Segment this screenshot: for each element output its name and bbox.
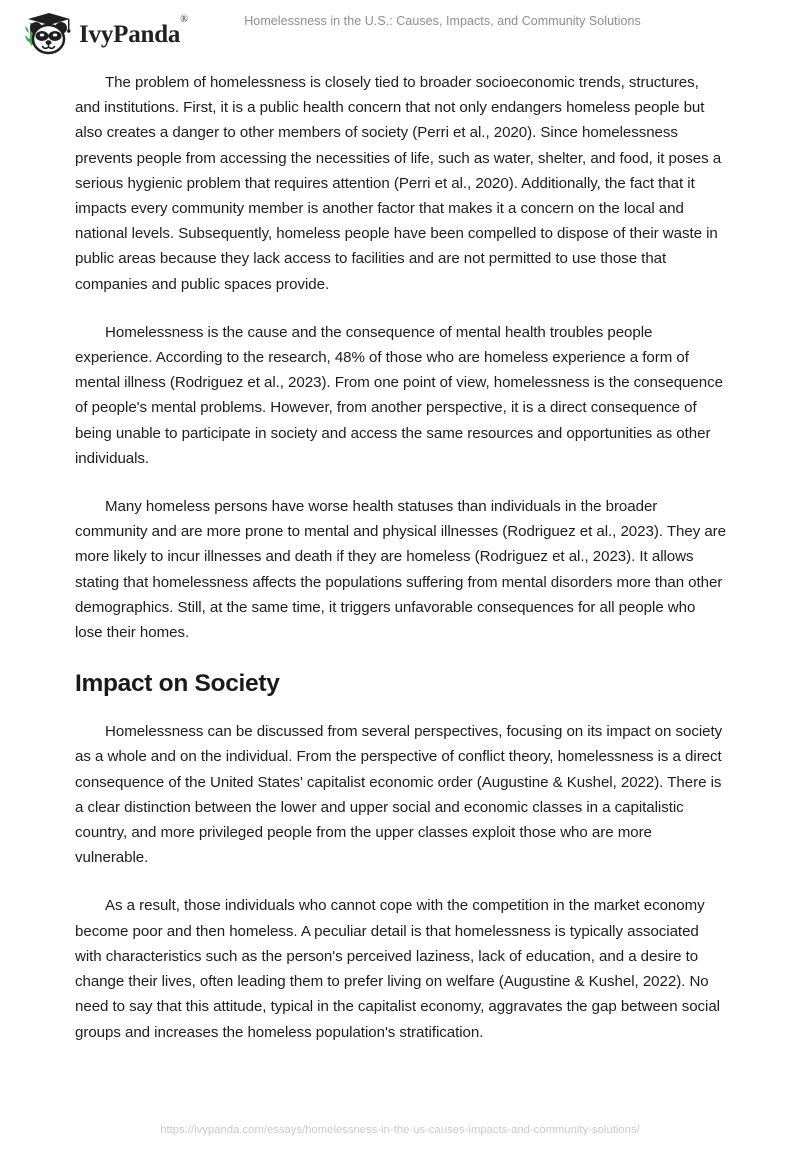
source-url-link[interactable]: https://ivypanda.com/essays/homelessness-in-the-us-causes-impacts-and-community-solutions/: [160, 1124, 640, 1136]
paragraph-3: Many homeless persons have worse health statuses than individuals in the broader community and are more prone to mental and physical illnesses (Rodriguez et al., 2023). They are more likely to incur illnesses and death if they are homeless (Rodriguez et al., 2023). It allows stating that homelessness affects the populations suffering from mental disorders more than other demographics. Still, at the same time, it triggers unfavorable consequences for all people who lose their homes.: [75, 498, 726, 642]
brand-wordmark-text: IvyPanda: [79, 20, 181, 48]
paragraph-2: Homelessness is the cause and the consequence of mental health troubles people experience. According to the research, 48% of those who are homeless experience a form of mental illness (Rodriguez et al., 2023). From one point of view, homelessness is the consequence of people's mental problems. However, from another perspective, it is a direct consequence of being unable to participate in society and access the same resources and opportunities as other individuals.: [75, 323, 723, 467]
document-title-header: Homelessness in the U.S.: Causes, Impacts, and Community Solutions: [244, 14, 641, 28]
paragraph-1: The problem of homelessness is closely tied to broader socioeconomic trends, structures, and institutions. First, it is a public health concern that not only endangers homeless people but also creates a danger to other members of society (Perri et al., 2020). Since homelessness prevents people from accessing the necessities of life, such as water, shelter, and food, it poses a serious hygienic problem that requires attention (Perri et al., 2020). Additionally, the fact that it impacts every community member is another factor that makes it a concern on the local and national levels. Subsequently, homeless people have been compelled to dispose of their waste in public areas because they lack access to facilities and are not permitted to use those that companies and public spaces provide.: [75, 74, 722, 293]
document-body: [75, 70, 726, 1045]
section-heading-impact-on-society: Impact on Society: [75, 670, 280, 698]
page-header: [0, 0, 800, 62]
page-footer: [0, 1120, 800, 1138]
paragraph-4: Homelessness can be discussed from several perspectives, focusing on its impact on society as a whole and on the individual. From the perspective of conflict theory, homelessness is a direct consequence of the United States' capitalist economic order (Augustine & Kushel, 2022). There is a clear distinction between the lower and upper social and economic classes in a capitalistic country, and more privileged people from the upper classes exploit those who are more vulnerable.: [75, 723, 723, 867]
paragraph-5: As a result, those individuals who cannot cope with the competition in the market economy become poor and then homeless. A peculiar detail is that homelessness is typically associated with characteristics such as the person's perceived laziness, lack of education, and a desire to change their lives, often leading them to prefer living on welfare (Augustine & Kushel, 2022). No need to say that this attitude, typical in the capitalist economy, aggravates the gap between social groups and increases the homeless population's stratification.: [75, 897, 720, 1041]
registered-trademark-icon: ®: [180, 14, 188, 26]
